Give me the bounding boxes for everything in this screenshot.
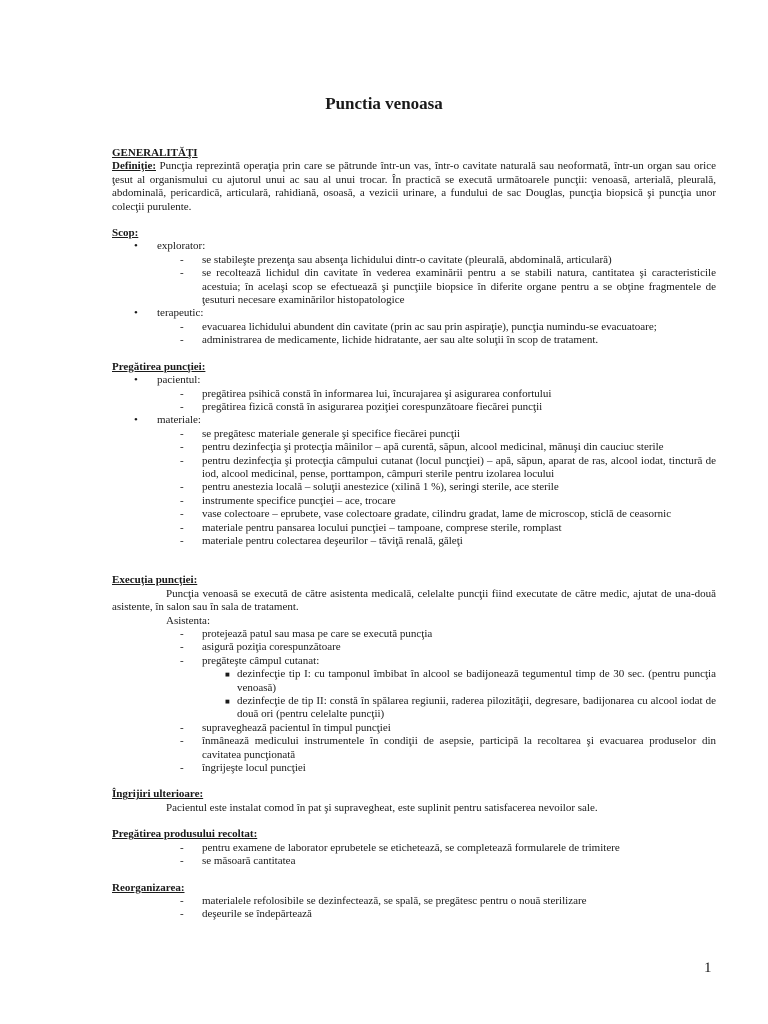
list-executia-b [112, 722, 716, 776]
dash-icon: - [180, 735, 184, 748]
dash-icon: - [180, 908, 184, 921]
section-ingrijiri [112, 788, 716, 815]
dash-icon: - [180, 441, 184, 454]
list-item [112, 441, 716, 454]
list-item [112, 641, 716, 654]
list-item [112, 762, 716, 775]
section-pregatire [112, 361, 716, 549]
definition-paragraph [112, 160, 716, 214]
dash-icon: - [180, 641, 184, 654]
square-bullet-icon: ■ [225, 670, 230, 680]
ingrijiri-text: Pacientul este instalat comod în pat şi supravegheat, este suplinit pentru satisfacerea nevoilor sale. [166, 801, 598, 814]
bullet-icon: • [134, 307, 138, 320]
page-number: 1 [704, 960, 712, 976]
section-generalitati [112, 147, 716, 214]
list-item [112, 895, 716, 908]
dash-icon: - [180, 320, 184, 333]
list-item-text: materialele refolosibile se dezinfectează, se spală, se pregătesc pentru o nouă sterilizare [202, 894, 587, 907]
list-item-text: evacuarea lichidului abundent din cavitate (prin ac sau prin aspiraţie), puncţia numindu-se evacuatoare; [202, 320, 657, 333]
list-item [112, 334, 716, 347]
list-item [112, 428, 716, 441]
square-bullet-icon: ■ [225, 697, 230, 707]
heading-generalitati: GENERALITĂŢI [112, 147, 198, 159]
list-item-text: instrumente specifice puncţiei – ace, trocare [202, 494, 396, 507]
heading-executia: Execuţia puncţiei: [112, 574, 198, 587]
dash-icon: - [180, 454, 184, 467]
list-item [112, 455, 716, 482]
dash-icon: - [180, 508, 184, 521]
list-item-text: materiale pentru colectarea deşeurilor – tăviţă renală, găleţi [202, 534, 463, 547]
list-produs [112, 842, 716, 869]
bullet-icon: • [134, 240, 138, 253]
dash-icon: - [180, 721, 184, 734]
bullet-icon: • [134, 374, 138, 387]
list-item-text: deşeurile se îndepărtează [202, 908, 312, 921]
dash-icon: - [180, 855, 184, 868]
list-item [112, 321, 716, 334]
dash-icon: - [180, 267, 184, 280]
list-terapeutic [112, 321, 716, 348]
list-item [112, 735, 716, 762]
list-item-text: se pregătesc materiale generale şi specifice fiecărei puncţii [202, 427, 461, 440]
dash-icon: - [180, 334, 184, 347]
definition-label: Definiţie: [112, 160, 156, 173]
list-item [112, 668, 716, 695]
executia-intro: Puncţia venoasă se execută de către asistenta medicală, celelalte puncţii fiind executate de către medic, ajutat de una-două asistente, în salon sau în sala de tratament. [112, 587, 716, 614]
heading-ingrijiri: Îngrijiri ulterioare: [112, 788, 204, 801]
heading-produs: Pregătirea produsului recoltat: [112, 828, 258, 841]
list-item-text: pregăteşte câmpul cutanat: [202, 654, 320, 667]
dash-icon: - [180, 387, 184, 400]
list-item [112, 508, 716, 521]
definition-text: Puncţia reprezintă operaţia prin care se pătrunde într-un vas, într-o cavitate naturală sau neoformată, într-un organ sau orice ţesut al organismului cu ajutorul unui ac sau al unui trocar. În practică se execută următoarele puncţii: venoasă, arterială, pleurală, abdominală, pericardică, articulară, rahidiană, osoasă, a vezicii urinare, a fundului de sac Douglas, puncţia biopsică şi puncţia unor colecţii purulente. [112, 160, 716, 213]
list-item-text: materiale pentru pansarea locului puncţiei – tampoane, comprese sterile, romplast [202, 521, 562, 534]
list-item [112, 495, 716, 508]
section-scop [112, 227, 716, 348]
list-item-text: pregătirea psihică constă în informarea lui, încurajarea şi asigurarea confortului [202, 387, 552, 400]
list-item-text: se măsoară cantitatea [202, 855, 296, 868]
list-item [112, 481, 716, 494]
dash-icon: - [180, 521, 184, 534]
dash-icon: - [180, 400, 184, 413]
list-item-text: se recoltează lichidul din cavitate în vederea examinării pentru a se stabili natura, cantitatea şi caracteristicile acestuia; în acelaşi scop se efectuează şi puncţiile biopsice în diferite organe pentru a se obţine fragmentele de ţesuturi necesare examinărilor histopatologice [202, 267, 716, 307]
list-item [112, 522, 716, 535]
list-pacientul [112, 388, 716, 415]
list-item [112, 388, 716, 401]
dash-icon: - [180, 534, 184, 547]
list-item [112, 908, 716, 921]
section-produs [112, 828, 716, 868]
list-item-text: pentru dezinfecţia şi protecţia câmpului cutanat (locul puncţiei) – apă, săpun, aparat de ras, alcool iodat, tinctură de iod, alcool medicinal, pense, porttampon, câmpuri sterile pentru izolarea locului [202, 454, 716, 480]
document-body [112, 147, 716, 922]
section-executia [112, 574, 716, 775]
dash-icon: - [180, 494, 184, 507]
bullet-terapeutic: • terapeutic: [134, 307, 204, 320]
list-executia-a [112, 628, 716, 668]
list-item [112, 254, 716, 267]
list-item [112, 267, 716, 307]
list-item-text: înmânează medicului instrumentele în condiţii de asepsie, participă la recoltarea şi evacuarea produselor din cavitatea puncţionată [202, 735, 716, 761]
list-materiale [112, 428, 716, 549]
list-item [112, 535, 716, 548]
dash-icon: - [180, 253, 184, 266]
bullet-explorator: • explorator: [134, 240, 206, 253]
list-item-text: supraveghează pacientul în timpul puncţiei [202, 721, 391, 734]
dash-icon: - [180, 841, 184, 854]
list-item-text: îngrijeşte locul puncţiei [202, 762, 306, 775]
list-item-text: protejează patul sau masa pe care se execută puncţia [202, 628, 433, 640]
list-item-text: pregătirea fizică constă în asigurarea poziţiei corespunzătoare fiecărei puncţii [202, 400, 543, 413]
bullet-materiale: • materiale: [134, 414, 201, 427]
dash-icon: - [180, 762, 184, 775]
page-title: Punctia venoasa [325, 94, 443, 113]
dash-icon: - [180, 894, 184, 907]
dash-icon: - [180, 628, 184, 640]
list-item [112, 855, 716, 868]
list-item [112, 842, 716, 855]
list-item-text: pentru dezinfecţia şi protecţia mâinilor – apă curentă, săpun, alcool medicinal, mănuşi din cauciuc sterile [202, 441, 664, 454]
list-item-text: pentru examene de laborator eprubetele se etichetează, se completează formularele de trimitere [202, 841, 620, 854]
asistenta-label: Asistenta: [166, 614, 210, 627]
dash-icon: - [180, 654, 184, 667]
heading-pregatire: Pregătirea puncţiei: [112, 360, 206, 373]
list-item [112, 401, 716, 414]
list-item [112, 695, 716, 722]
list-item-text: vase colectoare – eprubete, vase colectoare gradate, cilindru gradat, lame de microscop, sticlă de ceasornic [202, 508, 672, 521]
list-item-text: dezinfecţie tip I: cu tamponul îmbibat în alcool se badijonează tegumentul timp de 30 sec. (pentru puncţia venoasă) [237, 668, 716, 694]
list-item-text: dezinfecţie de tip II: constă în spălarea regiunii, raderea pilozităţii, degresare, badijonarea cu alcool iodat de două ori (pentru celelalte puncţii) [237, 695, 716, 721]
list-item-text: asigură poziţia corespunzătoare [202, 641, 341, 654]
heading-reorganizare: Reorganizarea: [112, 881, 185, 894]
list-item [112, 722, 716, 735]
bullet-icon: • [134, 414, 138, 427]
list-reorganizare [112, 895, 716, 922]
list-executia-sub [112, 668, 716, 722]
list-item-text: administrarea de medicamente, lichide hidratante, aer sau alte soluţii în scop de tratament. [202, 334, 599, 347]
list-item-text: pentru anestezia locală – soluţii anestezice (xilină 1 %), seringi sterile, ace sterile [202, 481, 559, 494]
list-explorator [112, 254, 716, 308]
list-item [112, 655, 716, 668]
list-item-text: se stabileşte prezenţa sau absenţa lichidului dintr-o cavitate (pleurală, abdominală, articulară) [202, 253, 612, 266]
heading-scop: Scop: [112, 227, 139, 240]
dash-icon: - [180, 427, 184, 440]
bullet-pacientul: • pacientul: [134, 374, 201, 387]
section-reorganizare [112, 882, 716, 922]
dash-icon: - [180, 481, 184, 494]
list-item [112, 628, 716, 641]
